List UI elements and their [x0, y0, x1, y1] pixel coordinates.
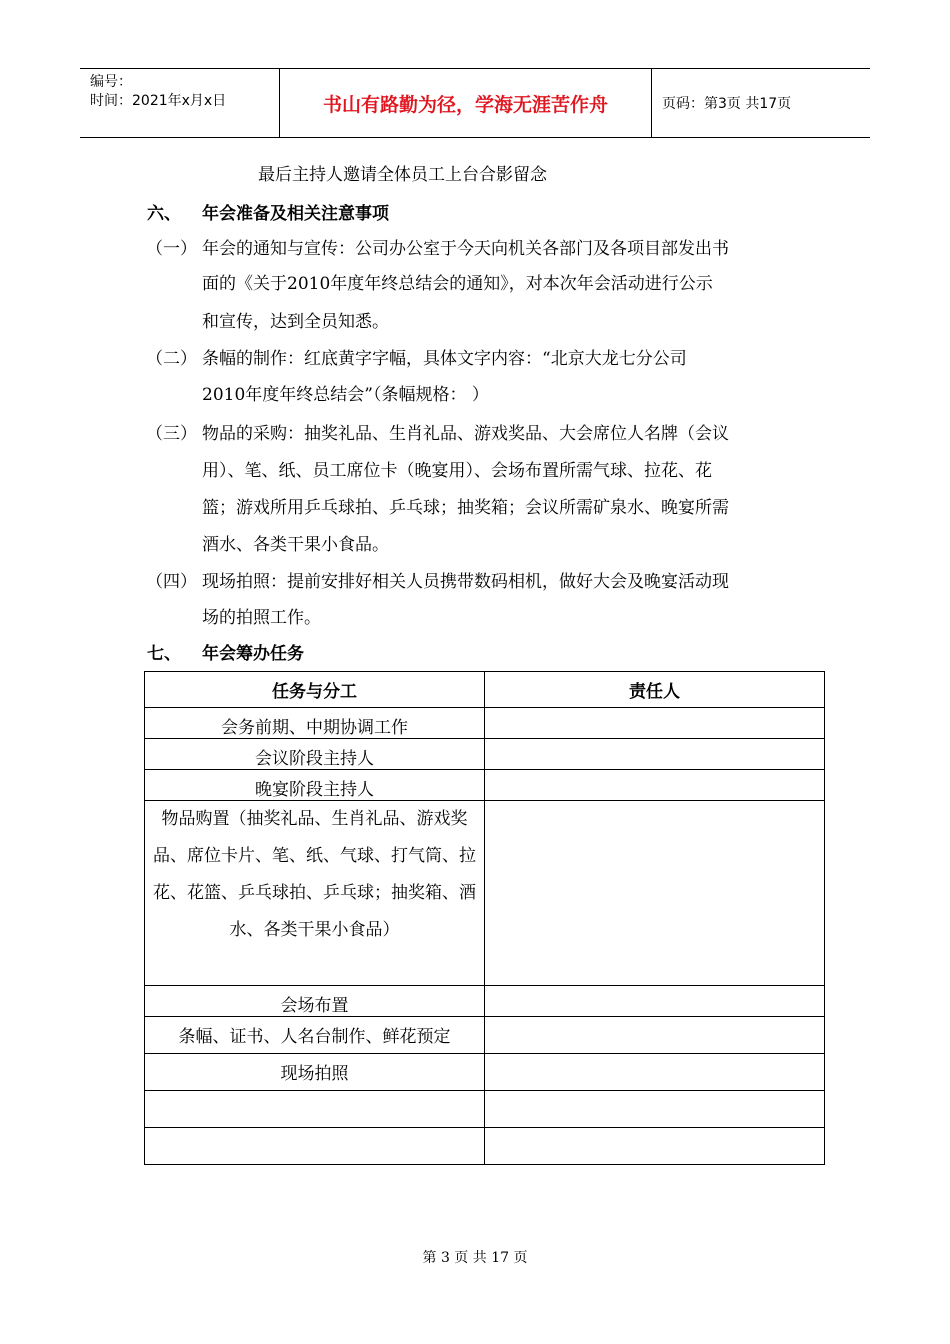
item-3-line-1: 物品的采购：抽奖礼品、生肖礼品、游戏奖品、大会席位人名牌（会议	[202, 424, 729, 444]
header-page-info: 页码：第3页 共17页	[662, 96, 792, 112]
column-header-owner: 责任人	[485, 672, 825, 708]
owner-cell	[485, 1054, 825, 1091]
header-meta	[80, 69, 280, 137]
intro-line: 最后主持人邀请全体员工上台合影留念	[258, 165, 547, 185]
task-cell: 会务前期、中期协调工作	[145, 708, 485, 739]
number-label: 编号：	[90, 74, 132, 90]
section-7-num: 七、	[147, 644, 181, 664]
table-row	[145, 708, 825, 739]
task-cell: 会议阶段主持人	[145, 739, 485, 770]
table-row	[145, 739, 825, 770]
owner-cell	[485, 708, 825, 739]
owner-cell	[485, 1017, 825, 1054]
table-row	[145, 770, 825, 801]
table-row	[145, 1091, 825, 1128]
owner-cell	[485, 986, 825, 1017]
task-cell: 条幅、证书、人名台制作、鲜花预定	[145, 1017, 485, 1054]
item-1-line-3: 和宣传，达到全员知悉。	[202, 312, 389, 332]
owner-cell	[485, 1091, 825, 1128]
owner-cell	[485, 739, 825, 770]
item-3-num: （三）	[146, 424, 197, 444]
item-2-line-2: 2010年度年终总结会”（条幅规格： ）	[202, 385, 489, 405]
item-3-line-4: 酒水、各类干果小食品。	[202, 535, 389, 555]
item-1-num: （一）	[146, 239, 197, 259]
task-cell	[145, 1091, 485, 1128]
date-line: 时间：2021年x月x日	[90, 93, 227, 109]
table-row	[145, 801, 825, 986]
page-footer: 第 3 页 共 17 页	[422, 1250, 528, 1266]
item-1-line-2: 面的《关于2010年度年终总结会的通知》，对本次年会活动进行公示	[202, 274, 713, 294]
owner-cell	[485, 770, 825, 801]
item-1-line-1: 年会的通知与宣传：公司办公室于今天向机关各部门及各项目部发出书	[202, 239, 729, 259]
item-4-line-2: 场的拍照工作。	[202, 608, 321, 628]
table-row	[145, 1017, 825, 1054]
task-cell: 现场拍照	[145, 1054, 485, 1091]
section-7-title: 年会筹办任务	[202, 644, 304, 664]
table-row	[145, 1054, 825, 1091]
item-4-line-1: 现场拍照：提前安排好相关人员携带数码相机，做好大会及晚宴活动现	[202, 572, 729, 592]
column-header-task: 任务与分工	[145, 672, 485, 708]
page-header	[80, 68, 870, 138]
task-cell: 物品购置（抽奖礼品、生肖礼品、游戏奖品、席位卡片、笔、纸、气球、打气筒、拉花、花篮、乒乓球拍、乒乓球；抽奖箱、酒水、各类干果小食品）	[145, 801, 485, 986]
header-motto: 书山有路勤为径，学海无涯苦作舟	[280, 69, 652, 137]
table-row	[145, 986, 825, 1017]
task-cell: 晚宴阶段主持人	[145, 770, 485, 801]
item-2-line-1: 条幅的制作：红底黄字字幅，具体文字内容：“北京大龙七分公司	[202, 349, 687, 369]
task-cell	[145, 1128, 485, 1165]
table-header-row	[145, 672, 825, 708]
section-6-num: 六、	[147, 204, 181, 224]
owner-cell	[485, 801, 825, 986]
item-4-num: （四）	[146, 572, 197, 592]
item-3-line-3: 篮；游戏所用乒乓球拍、乒乓球；抽奖箱；会议所需矿泉水、晚宴所需	[202, 498, 729, 518]
task-cell: 会场布置	[145, 986, 485, 1017]
table-row	[145, 1128, 825, 1165]
task-table	[144, 671, 825, 1165]
item-3-line-2: 用）、笔、纸、员工席位卡（晚宴用）、会场布置所需气球、拉花、花	[202, 461, 712, 481]
item-2-num: （二）	[146, 349, 197, 369]
owner-cell	[485, 1128, 825, 1165]
section-6-title: 年会准备及相关注意事项	[202, 204, 389, 224]
